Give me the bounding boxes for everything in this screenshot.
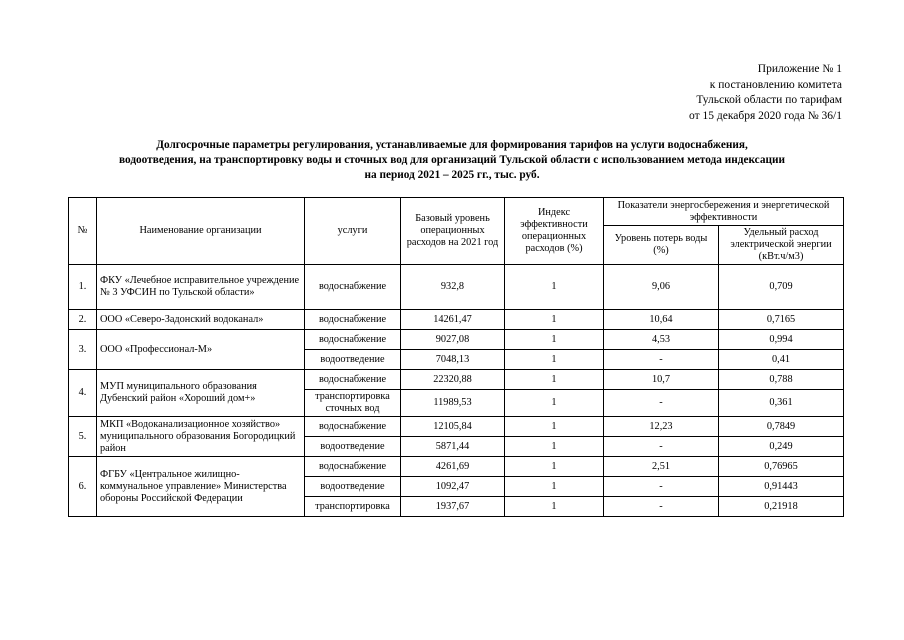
- row-number: 4.: [69, 370, 97, 417]
- base-level-cell: 1937,67: [401, 497, 505, 517]
- organization-name: ФКУ «Лечебное исправительное учреждение № 3 УФСИН по Тульской области»: [97, 265, 305, 310]
- base-level-cell: 9027,08: [401, 330, 505, 350]
- row-number: 3.: [69, 330, 97, 370]
- water-loss-cell: 12,23: [604, 417, 719, 437]
- efficiency-index-cell: 1: [505, 417, 604, 437]
- efficiency-index-cell: 1: [505, 477, 604, 497]
- water-loss-cell: 10,7: [604, 370, 719, 390]
- title-line: водоотведения, на транспортировку воды и сточных вод для организаций Тульской области с использованием метода индексации: [118, 154, 786, 166]
- efficiency-index-cell: 1: [505, 330, 604, 350]
- efficiency-index-cell: 1: [505, 265, 604, 310]
- specific-consumption-cell: 0,21918: [719, 497, 844, 517]
- efficiency-index-cell: 1: [505, 310, 604, 330]
- efficiency-index-cell: 1: [505, 350, 604, 370]
- water-loss-cell: 9,06: [604, 265, 719, 310]
- service-cell: транспортировка сточных вод: [305, 390, 401, 417]
- organization-name: МУП муниципального образования Дубенский район «Хороший дом+»: [97, 370, 305, 417]
- title-line: Долгосрочные параметры регулирования, устанавливаемые для формирования тарифов на услуги водоснабжения,: [156, 139, 748, 151]
- header-energy-group: Показатели энергосбережения и энергетической эффективности: [604, 198, 844, 226]
- service-cell: водоснабжение: [305, 310, 401, 330]
- water-loss-cell: -: [604, 497, 719, 517]
- water-loss-cell: 2,51: [604, 457, 719, 477]
- specific-consumption-cell: 0,788: [719, 370, 844, 390]
- base-level-cell: 14261,47: [401, 310, 505, 330]
- service-cell: водоснабжение: [305, 265, 401, 310]
- document-title: [60, 138, 844, 183]
- organization-name: ФГБУ «Центральное жилищно-коммунальное управление» Министерства обороны Российской Федерации: [97, 457, 305, 517]
- header-org: Наименование организации: [97, 198, 305, 265]
- appendix-line: от 15 декабря 2020 года № 36/1: [689, 109, 842, 122]
- service-cell: водоотведение: [305, 437, 401, 457]
- efficiency-index-cell: 1: [505, 437, 604, 457]
- appendix-line: Тульской области по тарифам: [696, 94, 842, 106]
- base-level-cell: 1092,47: [401, 477, 505, 497]
- header-water-loss: Уровень потерь воды (%): [604, 226, 719, 265]
- appendix-line: к постановлению комитета: [709, 78, 842, 91]
- table-body: [69, 265, 844, 517]
- service-cell: водоснабжение: [305, 330, 401, 350]
- base-level-cell: 22320,88: [401, 370, 505, 390]
- water-loss-cell: 10,64: [604, 310, 719, 330]
- water-loss-cell: 4,53: [604, 330, 719, 350]
- row-number: 5.: [69, 417, 97, 457]
- row-number: 2.: [69, 310, 97, 330]
- organization-name: МКП «Водоканализационное хозяйство» муниципального образования Богородицкий район: [97, 417, 305, 457]
- water-loss-cell: -: [604, 390, 719, 417]
- base-level-cell: 4261,69: [401, 457, 505, 477]
- service-cell: водоснабжение: [305, 457, 401, 477]
- appendix-header: [689, 62, 842, 124]
- header-base-level: Базовый уровень операционных расходов на 2021 год: [401, 198, 505, 265]
- water-loss-cell: -: [604, 350, 719, 370]
- water-loss-cell: -: [604, 437, 719, 457]
- header-service: услуги: [305, 198, 401, 265]
- base-level-cell: 932,8: [401, 265, 505, 310]
- table-row: [69, 330, 844, 350]
- service-cell: транспортировка: [305, 497, 401, 517]
- header-specific-consumption: Удельный расход электрической энергии (кВт.ч/м3): [719, 226, 844, 265]
- specific-consumption-cell: 0,7165: [719, 310, 844, 330]
- row-number: 1.: [69, 265, 97, 310]
- base-level-cell: 7048,13: [401, 350, 505, 370]
- organization-name: ООО «Профессионал-М»: [97, 330, 305, 370]
- base-level-cell: 5871,44: [401, 437, 505, 457]
- organization-name: ООО «Северо-Задонский водоканал»: [97, 310, 305, 330]
- table-row: [69, 310, 844, 330]
- specific-consumption-cell: 0,994: [719, 330, 844, 350]
- table-row: [69, 370, 844, 390]
- service-cell: водоотведение: [305, 350, 401, 370]
- efficiency-index-cell: 1: [505, 497, 604, 517]
- service-cell: водоснабжение: [305, 370, 401, 390]
- specific-consumption-cell: 0,709: [719, 265, 844, 310]
- water-loss-cell: -: [604, 477, 719, 497]
- base-level-cell: 11989,53: [401, 390, 505, 417]
- specific-consumption-cell: 0,41: [719, 350, 844, 370]
- table-row: [69, 265, 844, 310]
- specific-consumption-cell: 0,361: [719, 390, 844, 417]
- efficiency-index-cell: 1: [505, 370, 604, 390]
- header-efficiency-index: Индекс эффективности операционных расходов (%): [505, 198, 604, 265]
- efficiency-index-cell: 1: [505, 390, 604, 417]
- table-row: [69, 417, 844, 437]
- service-cell: водоснабжение: [305, 417, 401, 437]
- specific-consumption-cell: 0,91443: [719, 477, 844, 497]
- service-cell: водоотведение: [305, 477, 401, 497]
- specific-consumption-cell: 0,249: [719, 437, 844, 457]
- header-num: №: [69, 198, 97, 265]
- parameters-table: [68, 197, 844, 517]
- table-row: [69, 457, 844, 477]
- row-number: 6.: [69, 457, 97, 517]
- title-line: на период 2021 – 2025 гг., тыс. руб.: [364, 169, 540, 181]
- specific-consumption-cell: 0,76965: [719, 457, 844, 477]
- specific-consumption-cell: 0,7849: [719, 417, 844, 437]
- efficiency-index-cell: 1: [505, 457, 604, 477]
- base-level-cell: 12105,84: [401, 417, 505, 437]
- appendix-line: Приложение № 1: [757, 63, 842, 75]
